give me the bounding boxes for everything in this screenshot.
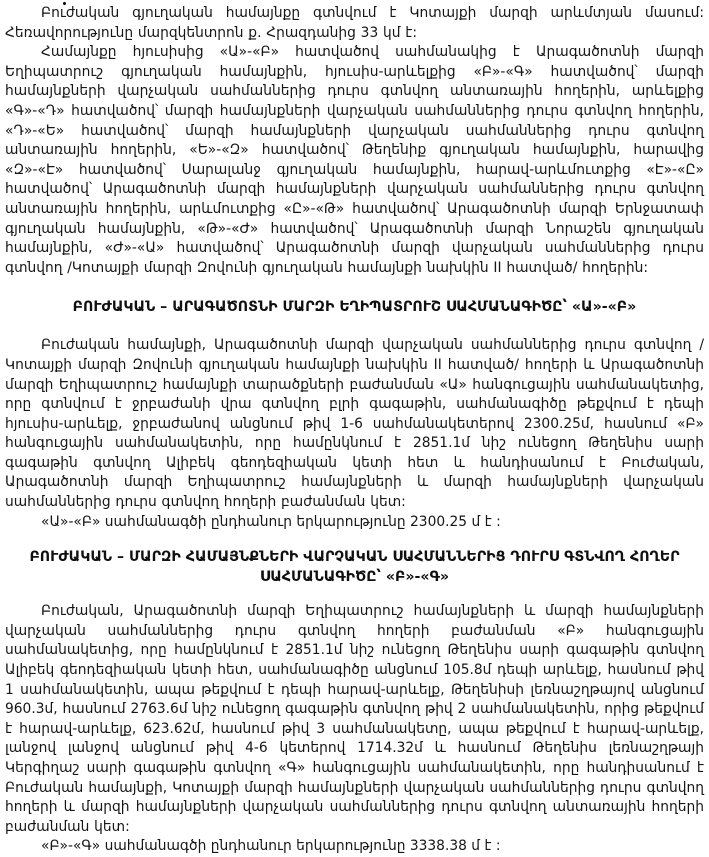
section-1-length-note: «Ա»-«Բ» սահմանագծի ընդհանուր երկարությունը 2300.25 մ է :: [41, 513, 501, 530]
section-1-heading: ԲՈՒԺԱԿԱՆ – ԱՐԱԳԱԾՈՏՆԻ ՄԱՐԶԻ ԵՂԻՊԱՏՐՈՒՇ ՍԱՀՄԱՆԱԳԻԾԸ՝ «Ա»-«Բ»: [72, 299, 637, 316]
section-1-body: Բուժական համայնքի, Արագածոտնի մարզի վարչական սահմաններից դուրս գտնվող /Կոտայքի մարզի Զովունի գյուղական համայնքի նախկին II հատված/ հողերի և Արագածոտնի մարզի Եղիպատրուշ համայնքի տարածքների բաժանման «Ա» հանգուցային սահմանակետից, որը գտնվում է ջրբաժանի վրա գտնվող բլրի գագաթին, սահմանագիծը թեքվում է դեպի հյուսիս-արևելք, ջրբաժանով անցնում թիվ 1-6 սահմանակետերով 2300.25մ, հասնում «Բ» հանգուցային սահմանակետին, որը համընկնում է 2851.1մ նիշ ունեցող Թեղենիս սարի գագաթին գտնվող Ալիբեկ գեոդեզիական կետի հետ և հանդիսանում է Բուժական, Արագածոտնի մարզի Եղիպատրուշ համայնքների և մարզի համայնքների վարչական սահմաններից դուրս գտնվող հողերի բաժանման կետ:: [5, 337, 704, 511]
paragraph-borders-overview: Համայնքը հյուսիսից «Ա»-«Բ» հատվածով սահմանակից է Արագածոտնի մարզի Եղիպատրուշ գյուղական համայնքին, հյուսիս-արևելքից «Բ»-«Գ» հատվածով՝ մարզի համայնքների վարչական սահմաններից դուրս գտնվող անտառային հողերին, արևելքից «Գ»-«Դ» հատվածով՝ մարզի համայնքների վարչական սահմաններից դուրս գտնվող հողերին, «Դ»-«Ե» հատվածով՝ մարզի համայնքների վարչական սահմաններից դուրս գտնվող անտառային հողերին, «Ե»-«Զ» հատվածով՝ Թեղենիք գյուղական համայնքին, հարավից «Զ»-«Է» հատվածով՝ Սարալանջ գյուղական համայնքին, հարավ-արևմուտքից «Է»-«Ը» հատվածով՝ Արագածոտնի մարզի համայնքների վարչական սահմաններից դուրս գտնվող անտառային հողերին, արևմուտքից «Ը»-«Թ» հատվածով՝ Արագածոտնի մարզի Երնջատափ գյուղական համայնքին, «Թ»-«Ժ» հատվածով՝ Արագածոտնի մարզի Նորաշեն գյուղական համայնքին, «Ժ»-«Ա» հատվածով՝ Արագածոտնի մարզի վարչական սահմաններից դուրս գտնվող /Կոտայքի մարզի Զովունի գյուղական համայնքի նախկին II հատված/ հողերին:: [5, 44, 704, 276]
section-2-body: Բուժական, Արագածոտնի մարզի Եղիպատրուշ համայնքների և մարզի համայնքների վարչական սահմաններից դուրս գտնվող հողերի բաժանման «Բ» հանգուցային սահմանակետից, որը համընկնում է 2851.1մ նիշ ունեցող Թեղենիս սարի գագաթին գտնվող Ալիբեկ գեոդեզիական կետի հետ, սահմանագիծը անցնում 105.8մ դեպի արևելք, հասնում թիվ 1 սահմանակետին, ապա թեքվում է դեպի հարավ-արևելք, Թեղենիսի լեռնաշղթայով անցնում 960.3մ, հասնում 2763.6մ նիշ ունեցող գագաթին գտնվող թիվ 2 սահմանակետին, որից թեքվում է հարավ-արևելք, 623.62մ, հասնում թիվ 3 սահմանակետը, ապա թեքվում է հարավ-արևելք, լանջով լանջով անցնում թիվ 4-6 կետերով 1714.32մ և հասնում Թեղենիս լեռնաշղթայի Կերգիղաշ սարի գագաթին գտնվող «Գ» հանգուցային սահմանակետին, որը հանդիսանում է Բուժական համայնքի, Կոտայքի մարզի համայնքների վարչական սահմաններից դուրս գտնվող հողերի և մարզի համայնքների վարչական սահմաններից դուրս գտնվող անտառային հողերի բաժանման կետ:: [5, 603, 704, 835]
section-2-length-note: «Բ»-«Գ» սահմանագծի ընդհանուր երկարությունը 3338.38 մ է :: [41, 838, 501, 855]
scan-artifact-dot: [63, 2, 66, 5]
paragraph-intro: Բուժական գյուղական համայնքը գտնվում է Կոտայքի մարզի արևմտյան մասում: Հեռավորությունը մարզկենտրոն ք. Հրազդանից 33 կմ է:: [5, 5, 704, 41]
section-2-heading: ԲՈՒԺԱԿԱՆ – ՄԱՐԶԻ ՀԱՄԱՅՆՔՆԵՐԻ ՎԱՐՉԱԿԱՆ ՍԱՀՄԱՆՆԵՐԻՑ ԴՈՒՐՍ ԳՏՆՎՈՂ ՀՈՂԵՐ ՍԱՀՄԱՆԱԳԻԾԸ՝ «Բ»-«Գ»: [29, 549, 680, 586]
